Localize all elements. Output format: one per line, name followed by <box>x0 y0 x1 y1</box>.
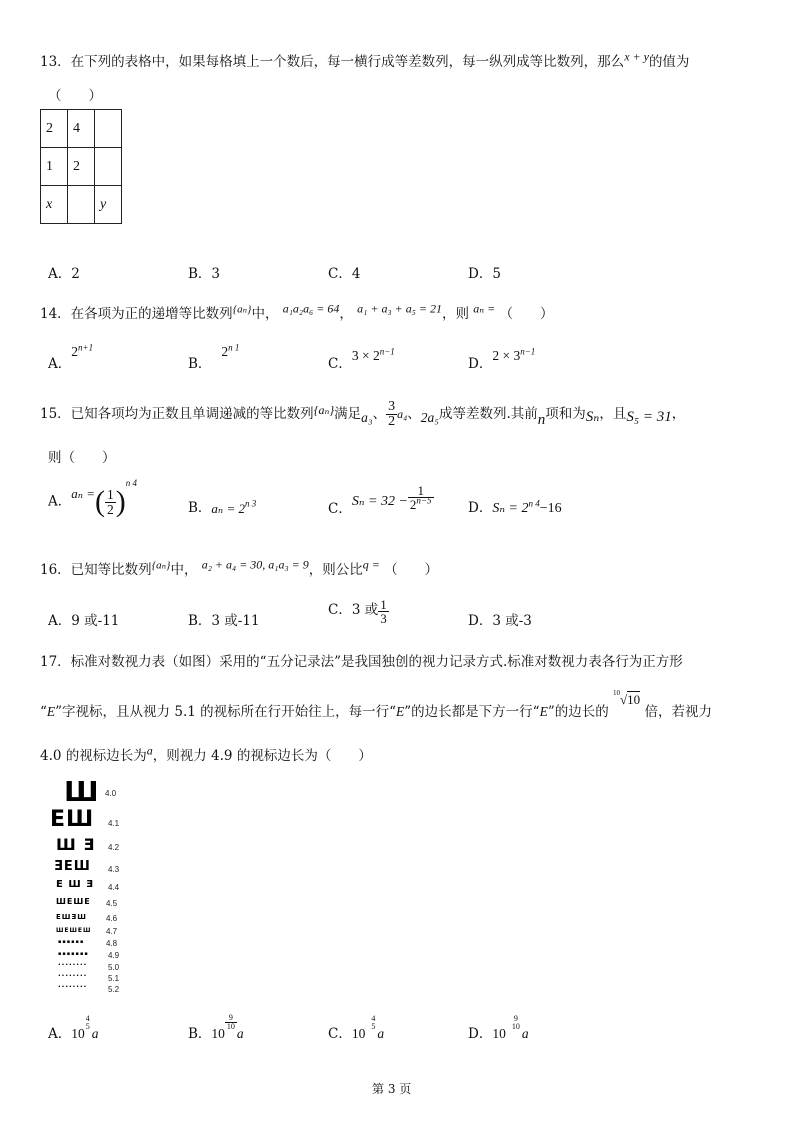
table-cell <box>95 110 122 148</box>
q17-line2 <box>40 688 712 720</box>
q17-option-c[interactable] <box>328 1012 385 1042</box>
q13-expr: x + y <box>624 49 649 64</box>
q16-option-a[interactable]: A．9 或-11 <box>48 613 120 629</box>
q14-option-c[interactable] <box>328 346 395 372</box>
denominator-exp: n−5 <box>416 495 432 506</box>
table-row <box>41 148 122 186</box>
root-index: 10 <box>613 688 621 697</box>
q14-cond1: a₁a₂a₆ = 64 <box>282 301 340 316</box>
option-base: 2 <box>221 344 229 359</box>
option-exp: n−1 <box>379 346 395 357</box>
q13-option-b[interactable]: B．3 <box>188 266 221 282</box>
denominator: 10 <box>511 1021 520 1031</box>
q16-tail: ，则公比 <box>308 562 363 578</box>
chart-row: ƎЕШ <box>54 859 91 874</box>
q14-sep: ， <box>339 306 353 322</box>
chart-row-label: 4.3 <box>108 865 120 874</box>
table-cell: 2 <box>68 148 95 186</box>
option-label: B． <box>188 500 212 516</box>
q17-e: E <box>539 704 548 719</box>
chart-row: ········ <box>58 983 88 991</box>
option-base: 2 <box>71 344 78 359</box>
q17-option-b[interactable] <box>188 1012 244 1042</box>
q13-tail: 的值为 <box>648 54 690 70</box>
option-exp-fraction <box>225 1014 237 1031</box>
chart-row-label: 5.2 <box>108 985 120 994</box>
option-label: D． <box>468 1026 493 1042</box>
q17-e: E <box>46 704 56 719</box>
q16-option-c[interactable] <box>328 598 389 625</box>
chart-row-label: 4.6 <box>106 914 118 923</box>
option-lhs: aₙ = <box>71 485 96 501</box>
table-cell: 2 <box>41 110 68 148</box>
q14-option-a[interactable] <box>48 342 94 372</box>
q17-text: ”的边长都是下方一行“ <box>404 704 540 720</box>
page-footer: 第 3 页 <box>372 1082 412 1096</box>
q14-stem: 14．在各项为正的递增等比数列 <box>40 306 233 322</box>
option-label: A． <box>48 493 72 510</box>
option-text: C．3 或 <box>328 602 379 618</box>
q16-q: q = <box>362 557 380 572</box>
q17-option-d[interactable] <box>468 1012 529 1042</box>
q14-mid: 中， <box>251 306 279 322</box>
option-exp: n−1 <box>520 346 536 357</box>
option-tail: −16 <box>539 501 562 516</box>
option-var: a <box>236 1026 244 1041</box>
eye-chart <box>50 775 130 997</box>
option-label: A． <box>48 356 72 372</box>
chart-row-label: 4.9 <box>108 951 120 960</box>
chart-row: ЕШƎШ <box>56 913 87 921</box>
q14-an: aₙ = <box>473 301 496 316</box>
chart-row-label: 5.0 <box>108 963 120 972</box>
q13-option-d[interactable]: D．5 <box>468 266 501 282</box>
q15-a3: a₃ <box>361 410 373 425</box>
option-base: 2 × 3 <box>492 348 521 363</box>
table-cell: 1 <box>41 148 68 186</box>
q14-cond2: a₁ + a₃ + a₅ = 21 <box>357 301 442 316</box>
option-exp-fraction <box>84 1015 92 1031</box>
q17-var: a <box>146 743 153 758</box>
chart-row-label: 4.2 <box>108 843 120 852</box>
q13-option-a[interactable]: A．2 <box>48 266 80 282</box>
numerator: 1 <box>408 484 434 498</box>
chart-row-label: 4.0 <box>105 789 117 798</box>
q13-paren: （ ） <box>48 88 102 104</box>
q14-stem-line <box>40 302 554 322</box>
q15-text: 满足 <box>334 406 362 422</box>
numerator: 1 <box>380 597 387 612</box>
q15-text: 、 <box>372 406 387 422</box>
q15-text: 项和为 <box>545 406 586 422</box>
chart-row-label: 4.8 <box>106 939 118 948</box>
numerator: 3 <box>388 399 396 414</box>
q15-option-a[interactable] <box>48 478 138 519</box>
numerator: 4 <box>85 1013 90 1023</box>
chart-row: ШЕШЕШ <box>56 927 92 934</box>
option-exp-fraction <box>510 1015 522 1031</box>
option-var: a <box>377 1026 385 1041</box>
chart-row: Ш Ǝ <box>56 835 96 854</box>
q16-set: {aₙ} <box>151 559 171 572</box>
q17-text: “ <box>40 704 47 720</box>
q15-a4: a₄ <box>397 407 408 421</box>
chart-row: ЕШ <box>50 807 95 832</box>
q15-a5: 2a₅ <box>420 410 439 425</box>
chart-row-label: 4.4 <box>108 883 120 892</box>
radicand: 10 <box>627 692 641 707</box>
chart-row: Е Ш Ǝ <box>56 879 94 890</box>
option-base: 10 <box>492 1026 506 1041</box>
option-exp: n 4 <box>125 478 138 488</box>
numerator: 4 <box>371 1013 376 1023</box>
option-lhs: Sₙ = 2 <box>492 501 529 516</box>
table-row <box>41 110 122 148</box>
q13-stem: 13．在下列的表格中，如果每格填上一个数后，每一横行成等差数列，每一纵列成等比数列，那么 <box>40 54 625 70</box>
chart-row-label: 4.1 <box>108 819 120 828</box>
option-exp: n+1 <box>78 342 94 353</box>
denominator: 2 <box>107 501 114 517</box>
right-paren: ) <box>115 485 126 518</box>
table-cell <box>68 186 95 224</box>
q15-stem: 15．已知各项均为正数且单调递减的等比数列 <box>40 406 314 422</box>
option-lhs: aₙ = 2 <box>211 501 245 516</box>
q17-text: ”的边长的 <box>547 704 609 720</box>
option-label: B． <box>188 356 212 372</box>
q16-stem: 16．已知等比数列 <box>40 562 152 578</box>
chart-row: ········ <box>58 961 88 969</box>
option-base: 10 <box>71 1026 85 1041</box>
option-exp: n 3 <box>244 498 257 509</box>
q15-line2: 则（ ） <box>48 450 116 466</box>
q15-fraction <box>386 400 397 429</box>
option-fraction <box>105 488 116 516</box>
q15-option-c[interactable] <box>328 483 434 517</box>
q15-text: 成等差数列.其前 <box>438 406 538 422</box>
option-exp: n 4 <box>528 498 540 509</box>
option-var: a <box>521 1026 529 1041</box>
q16-stem-line <box>40 558 438 578</box>
option-fraction <box>408 484 434 511</box>
table-row <box>41 186 122 224</box>
q17-root <box>613 688 641 707</box>
denominator: 3 <box>380 611 387 626</box>
q16-option-b[interactable]: B．3 或-11 <box>188 613 260 629</box>
option-label: D． <box>468 500 493 516</box>
option-label: C． <box>328 356 352 372</box>
option-fraction <box>378 598 389 625</box>
q17-e: E <box>396 704 405 719</box>
q15-text: 、 <box>407 406 421 422</box>
chart-row: ········ <box>58 972 88 980</box>
q17-line3 <box>40 744 372 764</box>
denominator: 5 <box>371 1021 376 1031</box>
q15-option-d[interactable] <box>468 496 562 517</box>
q16-mid: 中， <box>170 562 198 578</box>
denominator <box>408 495 434 512</box>
q13-option-c[interactable]: C．4 <box>328 266 361 282</box>
left-paren: ( <box>95 485 106 518</box>
q13-table <box>40 109 122 224</box>
numerator: 9 <box>513 1013 518 1023</box>
option-label: D． <box>468 356 493 372</box>
table-cell <box>95 148 122 186</box>
q15-s5: S₅ = 31 <box>626 409 672 425</box>
chart-row-label: 4.7 <box>106 927 118 936</box>
option-lhs: Sₙ = 32 − <box>351 494 408 509</box>
q17-text: 倍，若视力 <box>644 704 712 720</box>
radical-sign: √ <box>620 692 628 707</box>
chart-row: ШЕШЕ <box>56 897 91 906</box>
q15-n: n <box>537 412 546 428</box>
table-cell: 4 <box>68 110 95 148</box>
denominator: 5 <box>85 1021 90 1031</box>
q17-option-a[interactable] <box>48 1012 99 1042</box>
q15-text: ， <box>671 406 686 422</box>
table-cell: x <box>41 186 68 224</box>
q15-stem-line <box>40 400 685 429</box>
q17-text: ”字视标，且从视力 5.1 的视标所在行开始往上，每一行“ <box>55 704 397 720</box>
q15-sn: Sₙ <box>585 409 600 425</box>
q15-option-b[interactable] <box>188 496 256 516</box>
table-cell: y <box>95 186 122 224</box>
denominator: 2 <box>388 414 396 429</box>
numerator: 9 <box>225 1014 237 1023</box>
chart-row-label: 5.1 <box>108 974 120 983</box>
denominator: 10 <box>226 1022 235 1031</box>
q17-text: ，则视力 4.9 的视标边长为（ ） <box>152 748 372 764</box>
q14-paren: （ ） <box>499 306 554 322</box>
q16-cond: a₂ + a₄ = 30, a₁a₃ = 9 <box>201 557 309 572</box>
q16-option-d[interactable]: D．3 或-3 <box>468 613 532 629</box>
q14-option-d[interactable] <box>468 346 536 372</box>
numerator: 1 <box>107 487 114 502</box>
q14-then: ，则 <box>441 306 469 322</box>
option-base: 10 <box>351 1026 366 1041</box>
chart-row-label: 4.5 <box>106 899 118 908</box>
denominator-base: 2 <box>409 497 417 512</box>
option-exp: n 1 <box>228 342 240 353</box>
q17-line1: 17．标准对数视力表（如图）采用的“五分记录法”是我国独创的视力记录方式.标准对数视力表各行为正方形 <box>40 654 683 670</box>
option-base: 3 × 2 <box>351 348 380 363</box>
q13-stem-line <box>40 50 689 70</box>
chart-row: ▪▪▪▪▪▪ <box>58 939 85 945</box>
q16-paren: （ ） <box>384 562 439 578</box>
q15-set: {aₙ} <box>313 403 335 417</box>
option-label: C． <box>328 1026 352 1042</box>
q15-text: ，且 <box>599 406 627 422</box>
q14-option-b[interactable] <box>188 342 240 372</box>
chart-row: ▪▪▪▪▪▪▪ <box>58 951 89 957</box>
option-label: B． <box>188 1026 212 1042</box>
q17-text: 4.0 的视标边长为 <box>40 748 147 764</box>
q14-set: {aₙ} <box>232 303 252 316</box>
option-label: A． <box>48 1026 72 1042</box>
option-var: a <box>91 1026 99 1041</box>
option-label: C． <box>328 501 352 517</box>
chart-row: Ш <box>64 775 100 808</box>
option-base: 10 <box>211 1026 225 1041</box>
